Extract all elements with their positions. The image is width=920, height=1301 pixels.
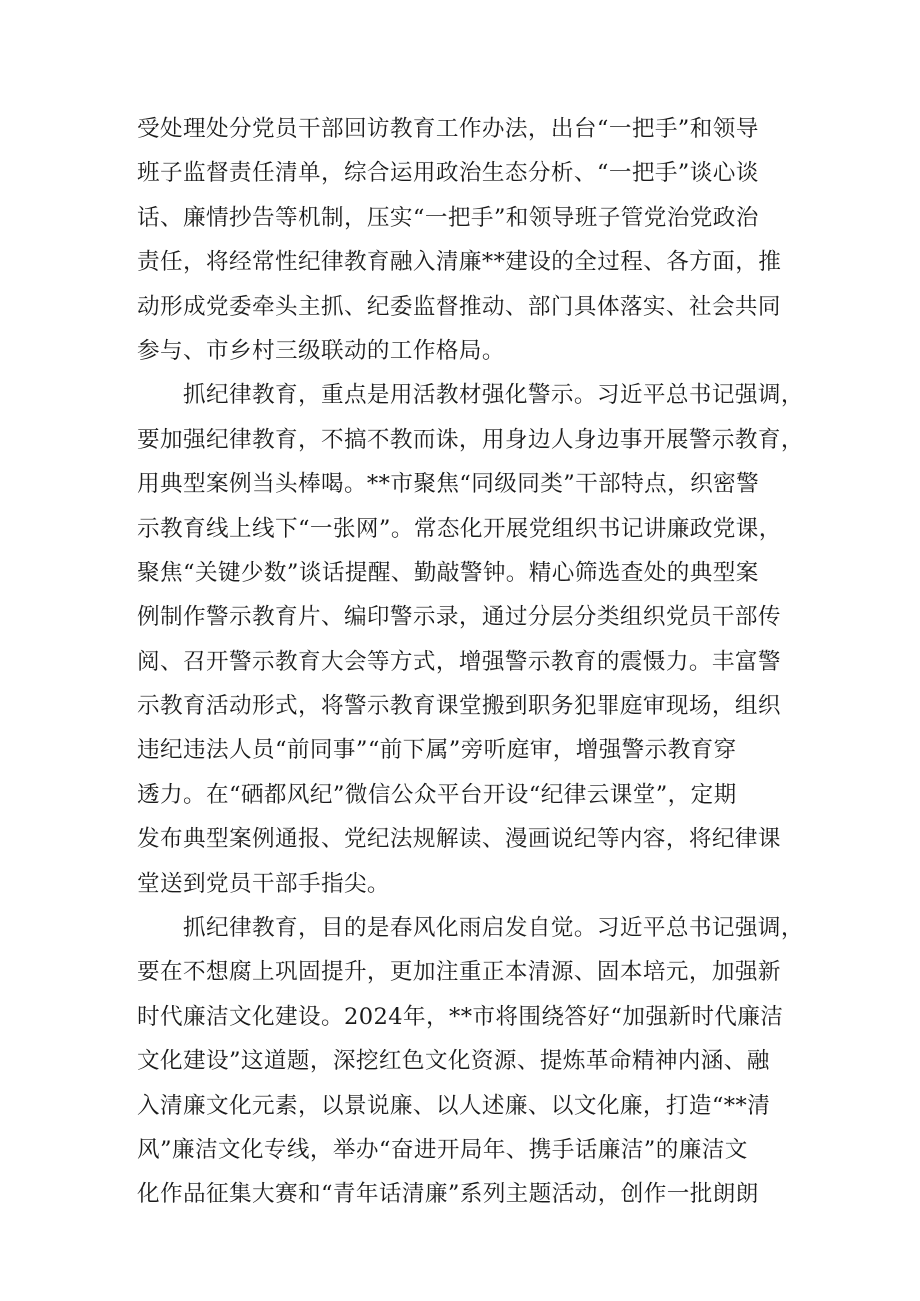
text-line: 责任，将经常性纪律教育融入清廉**建设的全过程、各方面，推: [137, 249, 782, 276]
text-line: 抓纪律教育，重点是用活教材强化警示。习近平总书记强调，: [137, 382, 804, 409]
text-line: 话、廉情抄告等机制，压实“一把手”和领导班子管党治党政治: [137, 204, 759, 231]
text-line: 受处理处分党员干部回访教育工作办法，出台“一把手”和领导: [137, 116, 759, 142]
text-line: 堂送到党员干部手指尖。: [137, 870, 390, 897]
text-line: 用典型案例当头棒喝。**市聚焦“同级同类”干部特点，织密警: [137, 471, 760, 498]
text-line: 示教育活动形式，将警示教育课堂搬到职务犯罪庭审现场，组织: [137, 693, 781, 720]
text-line: 示教育线上线下“一张网”。常态化开展党组织书记讲廉政党课，: [137, 515, 782, 542]
text-line: 动形成党委牵头主抓、纪委监督推动、部门具体落实、社会共同: [137, 293, 781, 320]
text-line: 文化建设”这道题，深挖红色文化资源、提炼革命精神内涵、融: [137, 1048, 770, 1075]
text-line: 例制作警示教育片、编印警示录，通过分层分类组织党员干部传: [137, 604, 781, 631]
text-line: 参与、市乡村三级联动的工作格局。: [137, 337, 505, 364]
text-line: 入清廉文化元素，以景说廉、以人述廉、以文化廉，打造“**清: [137, 1092, 771, 1119]
text-line: 聚焦“关键少数”谈话提醒、勤敲警钟。精心筛选查处的典型案: [137, 559, 759, 586]
text-line: 发布典型案例通报、党纪法规解读、漫画说纪等内容，将纪律课: [137, 826, 781, 853]
text-line: 透力。在“硒都风纪”微信公众平台开设“纪律云课堂”，定期: [137, 781, 737, 808]
text-line: 抓纪律教育，目的是春风化雨启发自觉。习近平总书记强调，: [137, 915, 804, 942]
text-line: 违纪违法人员“前同事”“前下属”旁听庭审，增强警示教育穿: [137, 737, 737, 764]
text-line: 风”廉洁文化专线，举办“奋进开局年、携手话廉洁”的廉洁文: [137, 1136, 748, 1163]
body-text: [137, 107, 804, 1217]
text-line: 班子监督责任清单，综合运用政治生态分析、“一把手”谈心谈: [137, 160, 759, 187]
text-line: 时代廉洁文化建设。2024年，**市将围绕答好“加强新时代廉洁: [137, 1003, 784, 1030]
text-line: 要在不想腐上巩固提升，更加注重正本清源、固本培元，加强新: [137, 959, 781, 986]
text-line: 要加强纪律教育，不搞不教而诛，用身边人身边事开展警示教育，: [137, 426, 804, 453]
text-line: 阅、召开警示教育大会等方式，增强警示教育的震慑力。丰富警: [137, 648, 781, 675]
text-line: 化作品征集大赛和“青年话清廉”系列主题活动，创作一批朗朗: [137, 1181, 759, 1208]
